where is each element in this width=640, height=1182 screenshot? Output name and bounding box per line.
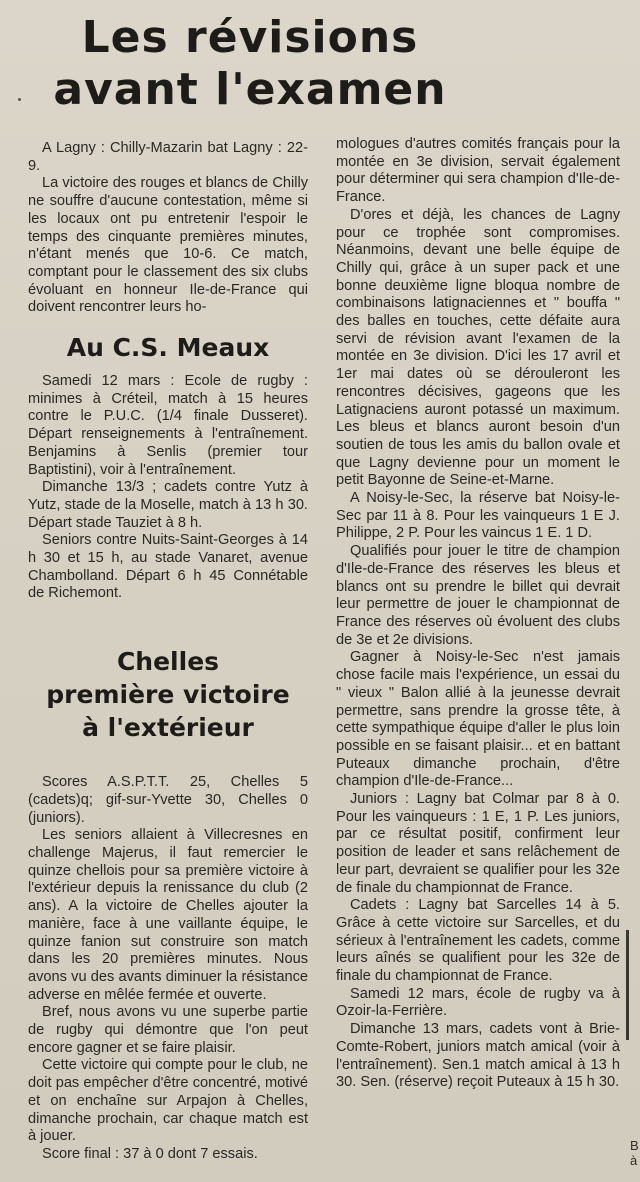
meaux-paragraph-3: Seniors contre Nuits-Saint-Georges à 14 h 30 et 15 h, au stade Vanaret, avenue Chambolland. Départ 6 h 45 Connétable de Richemont. [28, 532, 308, 602]
chelles-heading-line-2: première victoire [46, 680, 290, 710]
dimanche-paragraph: Dimanche 13 mars, cadets vont à Brie-Comte-Robert, juniors match amical (voir à l'entraînement). Sen.1 match amical à 13 h 30. Sen. (réserve) reçoit Puteaux à 15 h 30. [336, 1021, 620, 1091]
chelles-score-final: Score final : 37 à 0 dont 7 essais. [42, 1145, 258, 1162]
chelles-heading-line-3: à l'extérieur [82, 713, 254, 743]
edge-fragment: B à [630, 1138, 639, 1168]
page-title-line-2: avant l'examen [53, 64, 447, 115]
cadets-paragraph: Cadets : Lagny bat Sarcelles 14 à 5. Grâce à cette victoire sur Sarcelles, et du sérieux à l'entraînement les cadets, comme leurs aînés se qualifient pour les 32e de finale du championnat de France. [336, 897, 620, 985]
right-column [336, 136, 620, 1092]
left-column [28, 140, 308, 1164]
page-title-line-1: Les révisions [81, 12, 419, 63]
chelles-paragraph-3: Cette victoire qui compte pour le club, ne doit pas empêcher d'être concentré, motivé et on enchaîne sur Arpajon à Chelles, dimanche prochain, car chaque match est à jouer. [28, 1057, 308, 1145]
print-speck [18, 98, 21, 101]
noisy-intro: A Noisy-le-Sec, la réserve bat Noisy-le-Sec par 11 à 8. Pour les vainqueurs 1 E J. Philippe, 2 P. Pour les vaincus 1 E. 1 D. [336, 490, 620, 542]
meaux-paragraph-2: Dimanche 13/3 ; cadets contre Yutz à Yutz, stade de la Moselle, match à 13 h 30. Départ stade Tauziet à 8 h. [28, 479, 308, 531]
lagny-intro: A Lagny : Chilly-Mazarin bat Lagny : 22-9. [28, 140, 308, 174]
noisy-paragraph-2: Gagner à Noisy-le-Sec n'est jamais chose facile mais l'expérience, un essai du " vieux " Balon allié à la jeunesse devrait permettre, sans prendre la grosse tête, à cette sympathique équipe d'aller le plus loin possible en se faisant plaisir... et en battant Puteaux dimanche prochain, d'être champion d'Ile-de-France... [336, 649, 620, 790]
chelles-scores: Scores A.S.P.T.T. 25, Chelles 5 (cadets)q; gif-sur-Yvette 30, Chelles 0 (juniors). [28, 774, 308, 826]
chelles-paragraph-2: Bref, nous avons vu une superbe partie de rugby qui démontre que l'on peut encore gagner et se faire plaisir. [28, 1004, 308, 1056]
juniors-paragraph: Juniors : Lagny bat Colmar par 8 à 0. Pour les vainqueurs : 1 E, 1 P. Les juniors, par ce résultat positif, confirment leur position de leader et sans relâchement de leur part, devraient se qualifier pour les 32e de finale du championnat de France. [336, 791, 620, 896]
meaux-heading: Au C.S. Meaux [66, 333, 270, 363]
lagny-paragraph-2: D'ores et déjà, les chances de Lagny pour ce trophée sont compromises. Néanmoins, devant une belle équipe de Chilly qui, grâce à un super pack et une bonne deuxième ligne bloqua nombre de combinaisons latignaciennes et " bouffa " des balles en touches, cette défaite aura servi de révision avant l'examen de la montée en 3e division. D'ici les 17 avril et 1er mai dates où se dérouleront les rencontres décisives, gageons que les Latignaciens auront potassé un maximum. Les bleus et blancs auront besoin d'un soutien de tous les amis du ballon ovale et que Lagny devienne pour un moment le petit Bayonne de Seine-et-Marne. [336, 206, 620, 489]
samedi-paragraph: Samedi 12 mars, école de rugby va à Ozoir-la-Ferrière. [336, 985, 620, 1020]
noisy-paragraph-1: Qualifiés pour jouer le titre de champion d'Ile-de-France des réserves les bleus et blancs ont su prendre le billet qui devrait leur permettre de jouer le championnat de France des réserves où évoluent des clubs de 3e et 2e divisions. [336, 543, 620, 648]
meaux-paragraph-1: Samedi 12 mars : Ecole de rugby : minimes à Créteil, match à 15 heures contre le P.U.C. (1/4 finale Dusseret). Départ renseignements à l'entraînement. Benjamins à Senlis (premier tour Baptistini), voir à l'entraînement. [28, 373, 308, 478]
chelles-heading-line-1: Chelles [116, 647, 220, 677]
chelles-paragraph-1: Les seniors allaient à Villecresnes en challenge Majerus, il faut remercier le quinze chellois pour sa première victoire à l'extérieur depuis la renissance du club (2 ans). A la victoire de Chelles ajouter la manière, face à une vaillante équipe, le quinze fanion sut construire son match dans les 20 premières minutes. Nous avons vu des avants diminuer la résistance adverse en mêlée fermée et ouverte. [28, 827, 308, 1003]
lagny-continuation: mologues d'autres comités français pour la montée en 3e division, servait également pour déterminer qui sera champion d'Ile-de-France. [336, 136, 620, 206]
lagny-paragraph-1: La victoire des rouges et blancs de Chilly ne souffre d'aucune contestation, même si les locaux ont pu entretenir l'espoir le temps des cinquante premières minutes, n'étant menés que 10-6. Ce match, comptant pour le classement des six clubs évoluant en honneur Ile-de-France qui doivent rencontrer leurs ho- [28, 175, 308, 316]
chelles-heading [28, 645, 308, 744]
column-rule [626, 930, 629, 1040]
page-title [40, 12, 460, 116]
